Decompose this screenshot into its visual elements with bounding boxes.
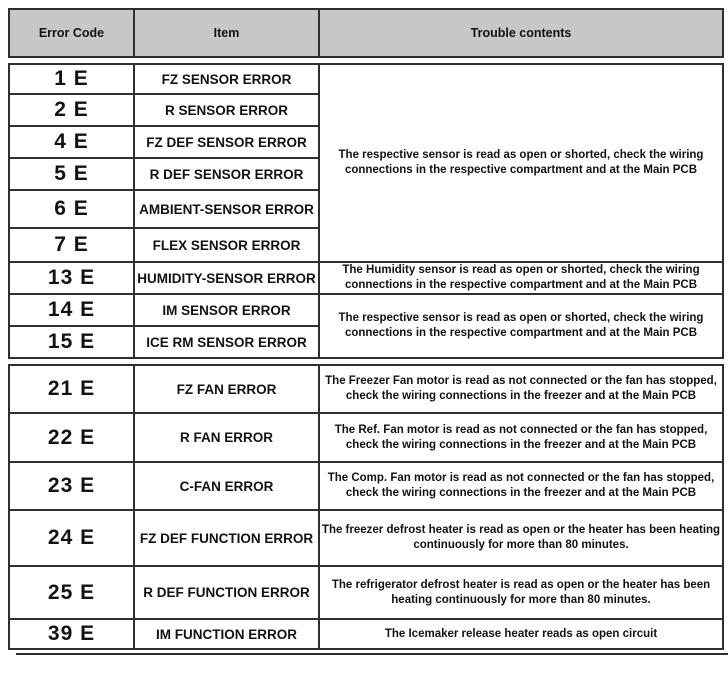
trouble-cell: The refrigerator defrost heater is read as open or the heater has been heating continuously for more than 80 minutes.	[319, 566, 723, 619]
table-header	[8, 8, 724, 58]
table-section-function-errors	[8, 364, 724, 650]
error-code-cell: 2 E	[9, 94, 134, 126]
trouble-cell: The Freezer Fan motor is read as not connected or the fan has stopped, check the wiring connections in the freezer and at the Main PCB	[319, 365, 723, 413]
item-cell: R DEF FUNCTION ERROR	[134, 566, 319, 619]
error-code-cell: 22 E	[9, 413, 134, 462]
error-code-cell: 39 E	[9, 619, 134, 649]
table-row	[9, 64, 723, 94]
error-code-cell: 23 E	[9, 462, 134, 510]
table-row	[9, 566, 723, 619]
table-section-sensor-errors	[8, 63, 724, 359]
error-code-cell: 4 E	[9, 126, 134, 158]
error-code-cell: 15 E	[9, 326, 134, 358]
trouble-cell: The Comp. Fan motor is read as not connected or the fan has stopped, check the wiring connections in the freezer and at the Main PCB	[319, 462, 723, 510]
item-cell: FZ FAN ERROR	[134, 365, 319, 413]
item-cell: R SENSOR ERROR	[134, 94, 319, 126]
header-row	[9, 9, 723, 57]
table-row	[9, 619, 723, 649]
error-code-cell: 21 E	[9, 365, 134, 413]
trouble-cell: The respective sensor is read as open or shorted, check the wiring connections in the respective compartment and at the Main PCB	[319, 64, 723, 262]
error-code-cell: 1 E	[9, 64, 134, 94]
header-item: Item	[134, 9, 319, 57]
partial-next-row-border	[16, 653, 728, 655]
item-cell: FZ DEF FUNCTION ERROR	[134, 510, 319, 566]
item-cell: IM SENSOR ERROR	[134, 294, 319, 326]
table-row	[9, 365, 723, 413]
item-cell: C-FAN ERROR	[134, 462, 319, 510]
error-code-cell: 13 E	[9, 262, 134, 294]
error-code-cell: 6 E	[9, 190, 134, 228]
table-row	[9, 510, 723, 566]
item-cell: IM FUNCTION ERROR	[134, 619, 319, 649]
error-code-cell: 25 E	[9, 566, 134, 619]
header-trouble-contents: Trouble contents	[319, 9, 723, 57]
trouble-cell: The Icemaker release heater reads as open circuit	[319, 619, 723, 649]
trouble-cell: The Humidity sensor is read as open or shorted, check the wiring connections in the respective compartment and at the Main PCB	[319, 262, 723, 294]
error-code-cell: 14 E	[9, 294, 134, 326]
error-code-cell: 5 E	[9, 158, 134, 190]
item-cell: ICE RM SENSOR ERROR	[134, 326, 319, 358]
table-row	[9, 462, 723, 510]
trouble-cell: The Ref. Fan motor is read as not connected or the fan has stopped, check the wiring connections in the freezer and at the Main PCB	[319, 413, 723, 462]
item-cell: R DEF SENSOR ERROR	[134, 158, 319, 190]
item-cell: HUMIDITY-SENSOR ERROR	[134, 262, 319, 294]
item-cell: FZ DEF SENSOR ERROR	[134, 126, 319, 158]
trouble-cell: The freezer defrost heater is read as open or the heater has been heating continuously for more than 80 minutes.	[319, 510, 723, 566]
table-row	[9, 262, 723, 294]
item-cell: FZ SENSOR ERROR	[134, 64, 319, 94]
table-row	[9, 294, 723, 326]
header-error-code: Error Code	[9, 9, 134, 57]
item-cell: R FAN ERROR	[134, 413, 319, 462]
item-cell: FLEX SENSOR ERROR	[134, 228, 319, 262]
table-row	[9, 413, 723, 462]
trouble-cell: The respective sensor is read as open or shorted, check the wiring connections in the respective compartment and at the Main PCB	[319, 294, 723, 358]
error-code-cell: 7 E	[9, 228, 134, 262]
item-cell: AMBIENT-SENSOR ERROR	[134, 190, 319, 228]
error-code-cell: 24 E	[9, 510, 134, 566]
